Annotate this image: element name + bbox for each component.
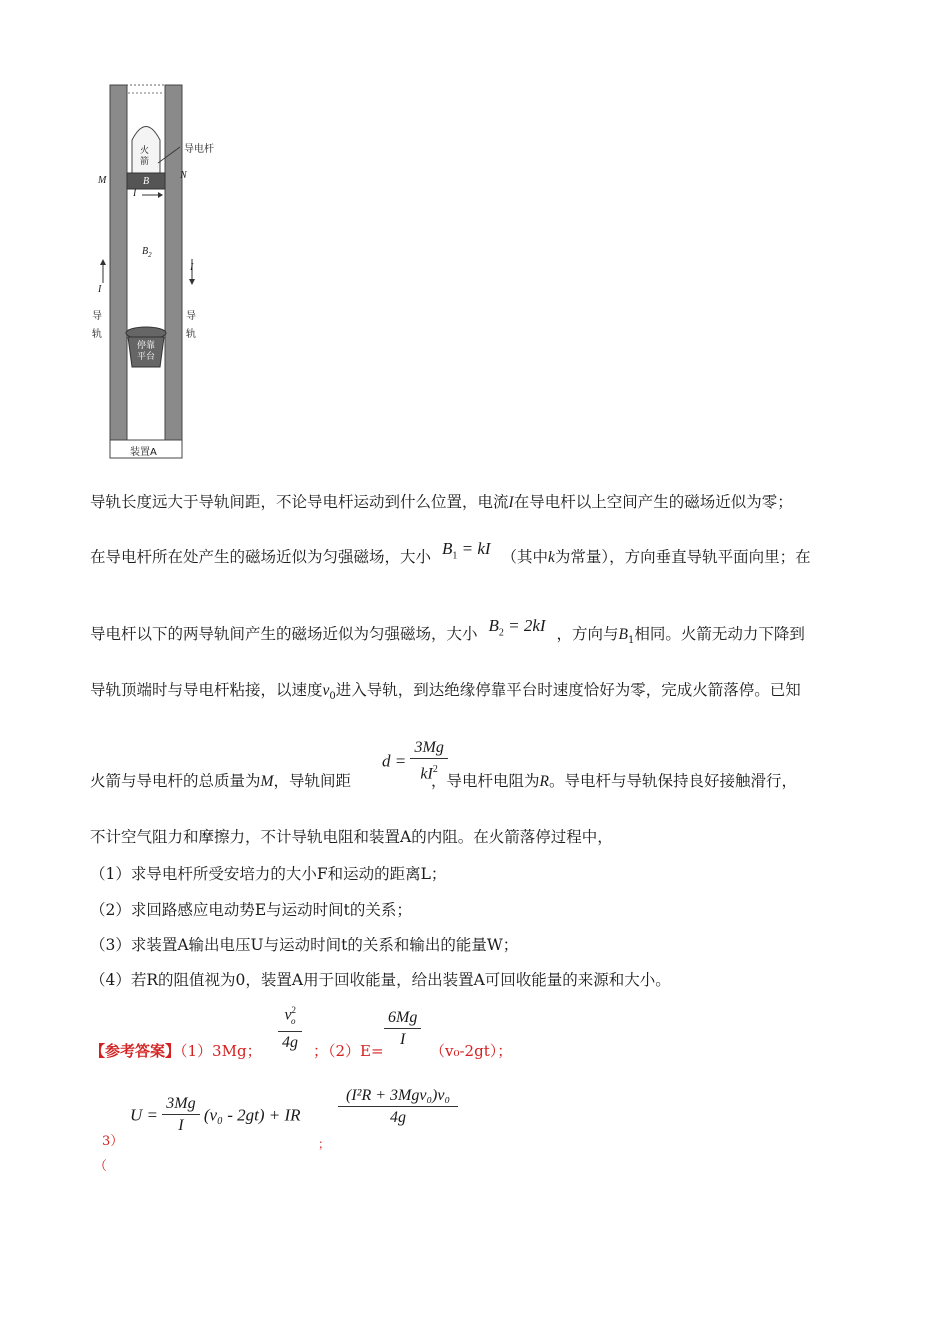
label-m: M <box>98 175 107 186</box>
paragraph-line-1: 导轨长度远大于导轨间距，不论导电杆运动到什么位置，电流I在导电杆以上空间产生的磁场近似为零； <box>90 493 793 511</box>
paragraph-line-3: 导电杆以下的两导轨间产生的磁场近似为匀强磁场，大小 $B_2 = 2kI$ ，方向与$B_1$相同。火箭无动力下降到 <box>90 616 805 647</box>
label-i-left: I <box>98 284 102 295</box>
answer-3-prefix: 3） <box>102 1134 124 1149</box>
answer-e-tail: （v₀-2gt）； <box>430 1042 513 1060</box>
label-i-top: I <box>133 188 137 199</box>
rail-label-left: 导 轨 <box>92 311 102 340</box>
answer-line-1: 【参考答案】（1）3Mg； <box>90 1042 262 1060</box>
question-4: （4）若R的阻值视为0，装置A用于回收能量，给出装置A可回收能量的来源和大小。 <box>90 971 671 989</box>
answer-frac-e: $\frac{6Mg}{I}$ <box>384 1008 421 1051</box>
label-b2: $B_2$ <box>142 246 152 259</box>
device-a-label: 装置A <box>130 447 157 458</box>
right-rail <box>165 85 182 447</box>
answer-w-equation: $\frac{\text{(I²R + 3Mgv₀)v₀}}{4g}$ <box>338 1086 458 1129</box>
paragraph-line-6: 不计空气阻力和摩擦力，不计导轨电阻和装置A的内阻。在火箭落停过程中， <box>90 828 613 846</box>
label-i-right: I <box>190 262 194 273</box>
rocket-label: 火箭 <box>140 146 150 167</box>
paragraph-line-5: 火箭与导电杆的总质量为M，导轨间距 ，导电杆电阻为R。导电杆与导轨保持良好接触滑行， <box>90 772 797 790</box>
question-3: （3）求装置A输出电压U与运动时间t的关系和输出的能量W； <box>90 936 519 954</box>
label-b-rod: B <box>143 176 150 187</box>
equation-b2: $B_2 = 2kI$ <box>488 616 546 639</box>
label-n: N <box>180 170 187 181</box>
rail-label-right: 导 轨 <box>186 311 196 340</box>
answer-3-sep: ； <box>318 1137 331 1151</box>
answer-sep-1: ；（2）E= <box>313 1042 384 1060</box>
apparatus-figure <box>100 75 210 470</box>
paragraph-line-4: 导轨顶端时与导电杆粘接，以速度$v_0$进入导轨，到达绝缘停靠平台时速度恰好为零，完成火箭落停。已知 <box>90 681 801 703</box>
left-rail <box>110 85 127 447</box>
answer-frac-l: $\frac{v^2_o}{4g}$ <box>278 1000 302 1054</box>
rod-label: 导电杆 <box>184 144 214 155</box>
answer-label: 【参考答案】 <box>90 1042 181 1060</box>
platform-label: 停靠平台 <box>136 341 155 362</box>
question-1: （1）求导电杆所受安培力的大小F和运动的距离L； <box>90 865 447 883</box>
paragraph-line-2: 在导电杆所在处产生的磁场近似为匀强磁场，大小 $B_1$ = kI （其中k为常量），方向垂直导轨平面向里；在 <box>90 539 811 566</box>
answer-u-equation: U = $\frac{3Mg}{I}$ (v₀ - 2gt) + IR <box>130 1095 301 1134</box>
equation-b1: $B_1$ = kI <box>441 539 491 562</box>
answer-3-open: （ <box>94 1159 108 1174</box>
equation-d: d = $\frac{3Mg}{kI^2}$ <box>382 738 448 785</box>
question-2: （2）求回路感应电动势E与运动时间t的关系； <box>90 901 412 919</box>
